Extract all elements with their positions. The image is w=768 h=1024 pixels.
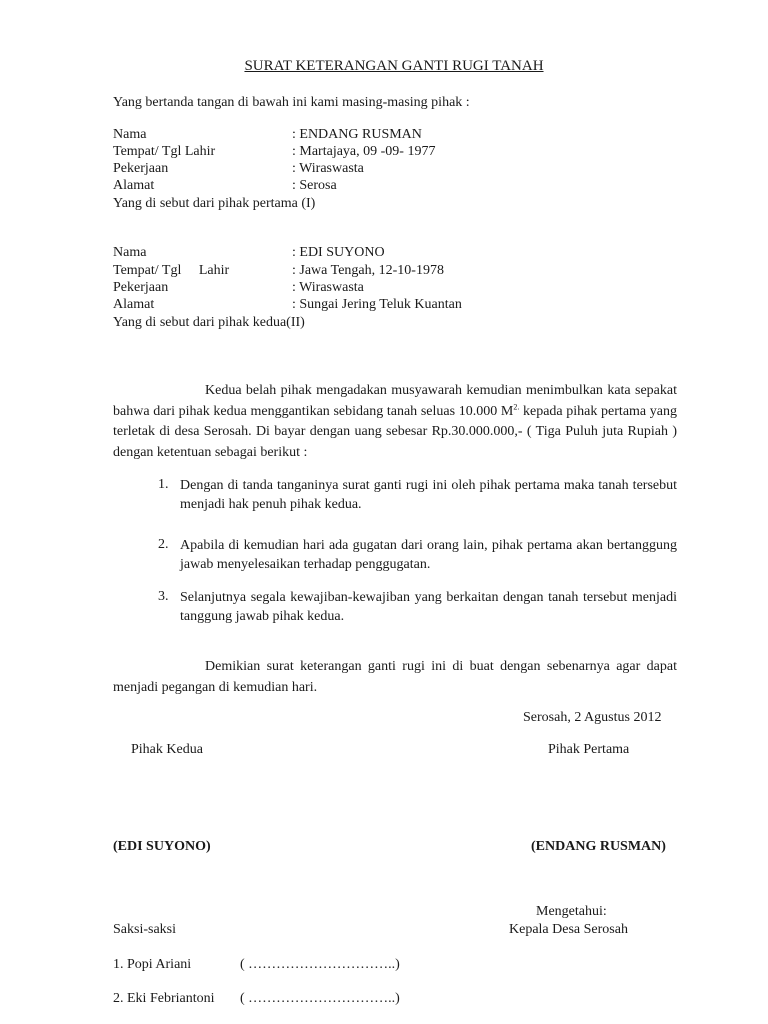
term-1-text: Dengan di tanda tanganinya surat ganti rugi ini oleh pihak pertama maka tanah tersebut menjadi hak penuh pihak kedua. [180, 478, 677, 512]
agreement-text-part1: Kedua belah pihak mengadakan musyawarah kemudian menimbulkan kata sepakat bahwa dari pihak kedua menggantikan sebidang tanah seluas 10.000 M [113, 383, 677, 419]
witness-2-name: 2. Eki Febriantoni [113, 991, 215, 1006]
closing-paragraph: Demikian surat keterangan ganti rugi ini di buat dengan sebenarnya agar dapat menjadi pegangan di kemudian hari. [113, 659, 677, 695]
party2-address-label: Alamat [113, 297, 155, 312]
party2-birth-value: : Jawa Tengah, 12-10-1978 [292, 263, 444, 278]
document-title: SURAT KETERANGAN GANTI RUGI TANAH [244, 58, 544, 74]
signature-name-left: (EDI SUYONO) [113, 839, 211, 854]
intro-text: Yang bertanda tangan di bawah ini kami masing-masing pihak : [113, 95, 470, 110]
party1-birth-value: : Martajaya, 09 -09- 1977 [292, 144, 436, 159]
party2-designation: Yang di sebut dari pihak kedua(II) [113, 315, 305, 330]
signature-name-right: (ENDANG RUSMAN) [531, 839, 666, 854]
term-1-number: 1. [158, 477, 169, 492]
party2-job-label: Pekerjaan [113, 280, 169, 295]
party1-name-label: Nama [113, 127, 147, 142]
term-3-text: Selanjutnya segala kewajiban-kewajiban yang berkaitan dengan tanah tersebut menjadi tanggung jawab pihak kedua. [180, 590, 677, 624]
party1-name-value: : ENDANG RUSMAN [292, 127, 422, 142]
party1-designation: Yang di sebut dari pihak pertama (I) [113, 196, 316, 211]
party1-address-label: Alamat [113, 178, 155, 193]
place-date: Serosah, 2 Agustus 2012 [523, 710, 662, 725]
party1-job-value: : Wiraswasta [292, 161, 364, 176]
term-2-number: 2. [158, 537, 169, 552]
known-by-label: Mengetahui: [536, 904, 607, 919]
term-3-number: 3. [158, 589, 169, 604]
term-2-text: Apabila di kemudian hari ada gugatan dari orang lain, pihak pertama akan bertanggung jawab menyelesaikan terhadap penggugatan. [180, 538, 677, 572]
party2-name-label: Nama [113, 245, 147, 260]
party1-address-value: : Serosa [292, 178, 337, 193]
witness-2-signature-line: ( …………………………..) [240, 991, 400, 1006]
witness-1-name: 1. Popi Ariani [113, 957, 192, 972]
village-head-title: Kepala Desa Serosah [509, 922, 628, 937]
signature-role-right: Pihak Pertama [548, 742, 630, 757]
party1-birth-label: Tempat/ Tgl Lahir [113, 144, 216, 159]
agreement-paragraph [113, 381, 677, 463]
party1-job-label: Pekerjaan [113, 161, 169, 176]
party2-address-value: : Sungai Jering Teluk Kuantan [292, 297, 462, 312]
witness-1-signature-line: ( …………………………..) [240, 957, 400, 972]
party2-birth-label: Tempat/ Tgl Lahir [113, 263, 230, 278]
signature-role-left: Pihak Kedua [131, 742, 203, 757]
party2-job-value: : Wiraswasta [292, 280, 364, 295]
party2-name-value: : EDI SUYONO [292, 245, 385, 260]
witness-label: Saksi-saksi [113, 922, 176, 937]
area-superscript: 2. [513, 401, 520, 411]
agreement-text-part2: kepada pihak pertama yang terletak di desa Serosah. Di bayar dengan uang sebesar Rp.30.000.000,- ( Tiga Puluh juta Rupiah ) dengan ketentuan sebagai berikut : [113, 403, 678, 460]
